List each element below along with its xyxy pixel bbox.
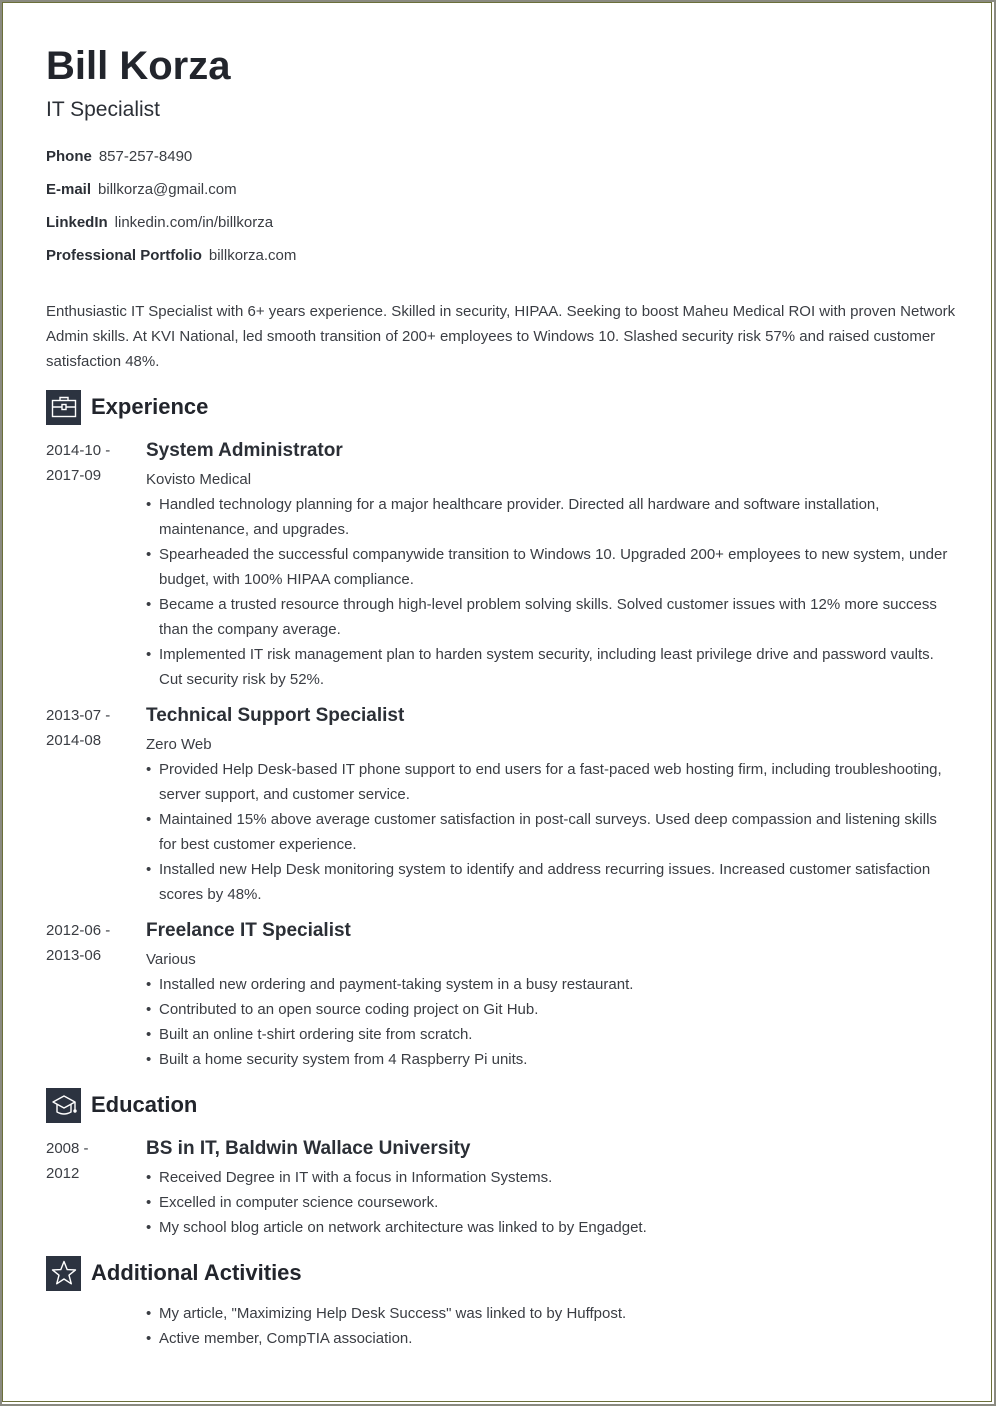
bullet-list — [146, 1301, 956, 1351]
contact-email — [46, 180, 296, 213]
contact-label: E-mail — [46, 181, 92, 198]
employer: Kovisto Medical — [146, 471, 252, 488]
star-icon — [46, 1256, 81, 1291]
bullet-item: • Maintained 15% above average customer satisfaction in post-call surveys. Used deep compassion and listening skills for best customer experience. — [146, 807, 956, 857]
contact-phone — [46, 147, 296, 180]
education-section-header — [46, 1087, 197, 1123]
job-title: Freelance IT Specialist — [146, 920, 351, 941]
bullet-item: • Built a home security system from 4 Raspberry Pi units. — [146, 1047, 956, 1072]
bullet-item: • Became a trusted resource through high-level problem solving skills. Solved customer issues with 12% more success than the company average. — [146, 592, 956, 642]
contact-linkedin — [46, 213, 296, 246]
entry-dates — [46, 438, 136, 488]
bullet-item: • Contributed to an open source coding project on Git Hub. — [146, 997, 956, 1022]
linkedin-value: linkedin.com/in/billkorza — [114, 214, 274, 231]
bullet-item: • Received Degree in IT with a focus in Information Systems. — [146, 1165, 956, 1190]
employer: Zero Web — [146, 736, 212, 753]
portfolio-value: billkorza.com — [208, 247, 297, 264]
candidate-name: Bill Korza — [46, 44, 231, 88]
email-value: billkorza@gmail.com — [98, 181, 237, 198]
bullet-list — [146, 972, 956, 1072]
graduation-cap-icon — [46, 1088, 81, 1123]
contact-label: Phone — [46, 148, 92, 165]
entry-body — [146, 703, 956, 907]
bullet-item: • Active member, CompTIA association. — [146, 1326, 956, 1351]
section-title: Experience — [91, 394, 209, 419]
bullet-list — [146, 757, 956, 907]
degree-title: BS in IT, Baldwin Wallace University — [146, 1138, 471, 1159]
entry-body — [146, 1301, 956, 1351]
bullet-item: • Handled technology planning for a major healthcare provider. Directed all hardware and software installation, maintenance, and upgrades. — [146, 492, 956, 542]
bullet-item: • Excelled in computer science coursework. — [146, 1190, 956, 1215]
professional-summary: Enthusiastic IT Specialist with 6+ years experience. Skilled in security, HIPAA. Seeking to boost Maheu Medical ROI with proven Network Admin skills. At KVI National, led smooth transition of 200+ employees to Windows 10. Slashed security risk 57% and raised customer satisfaction 48%. — [46, 303, 956, 370]
section-title: Additional Activities — [91, 1260, 302, 1285]
bullet-item: • Provided Help Desk-based IT phone support to end users for a fast-paced web hosting firm, including troubleshooting, server support, and customer service. — [146, 757, 956, 807]
date-start: 2008 - — [46, 1140, 89, 1157]
job-title: Technical Support Specialist — [146, 705, 405, 726]
job-title: System Administrator — [146, 440, 343, 461]
bullet-item: • Installed new ordering and payment-taking system in a busy restaurant. — [146, 972, 956, 997]
employer: Various — [146, 951, 196, 968]
date-end: 2012 — [46, 1165, 80, 1182]
bullet-item: • Installed new Help Desk monitoring system to identify and address recurring issues. Increased customer satisfaction scores by 48%. — [146, 857, 956, 907]
briefcase-icon — [46, 390, 81, 425]
bullet-item: • My school blog article on network architecture was linked to by Engadget. — [146, 1215, 956, 1240]
date-start: 2012-06 - — [46, 922, 111, 939]
candidate-title: IT Specialist — [46, 98, 160, 121]
contact-portfolio — [46, 246, 296, 279]
date-start: 2013-07 - — [46, 707, 111, 724]
contact-list — [46, 147, 296, 279]
contact-label: LinkedIn — [46, 214, 108, 231]
date-end: 2017-09 — [46, 467, 102, 484]
bullet-item: • Spearheaded the successful companywide transition to Windows 10. Upgraded 200+ employees to new system, under budget, with 100% HIPAA compliance. — [146, 542, 956, 592]
section-title: Education — [91, 1092, 198, 1117]
date-start: 2014-10 - — [46, 442, 111, 459]
entry-body — [146, 1136, 956, 1240]
entry-dates — [46, 918, 136, 968]
bullet-item: • Built an online t-shirt ordering site from scratch. — [146, 1022, 956, 1047]
resume-page — [2, 2, 992, 1402]
entry-body — [146, 438, 956, 692]
activities-section-header — [46, 1255, 302, 1291]
entry-body — [146, 918, 956, 1072]
bullet-item: • Implemented IT risk management plan to harden system security, including least privilege drive and password vaults. Cut security risk by 52%. — [146, 642, 956, 692]
date-end: 2013-06 — [46, 947, 102, 964]
bullet-item: • My article, "Maximizing Help Desk Success" was linked to by Huffpost. — [146, 1301, 956, 1326]
contact-label: Professional Portfolio — [46, 247, 202, 264]
date-end: 2014-08 — [46, 732, 102, 749]
bullet-list — [146, 492, 956, 692]
entry-dates — [46, 1136, 136, 1186]
experience-section-header — [46, 389, 208, 425]
entry-dates — [46, 703, 136, 753]
bullet-list — [146, 1165, 956, 1240]
phone-value: 857-257-8490 — [98, 148, 193, 165]
